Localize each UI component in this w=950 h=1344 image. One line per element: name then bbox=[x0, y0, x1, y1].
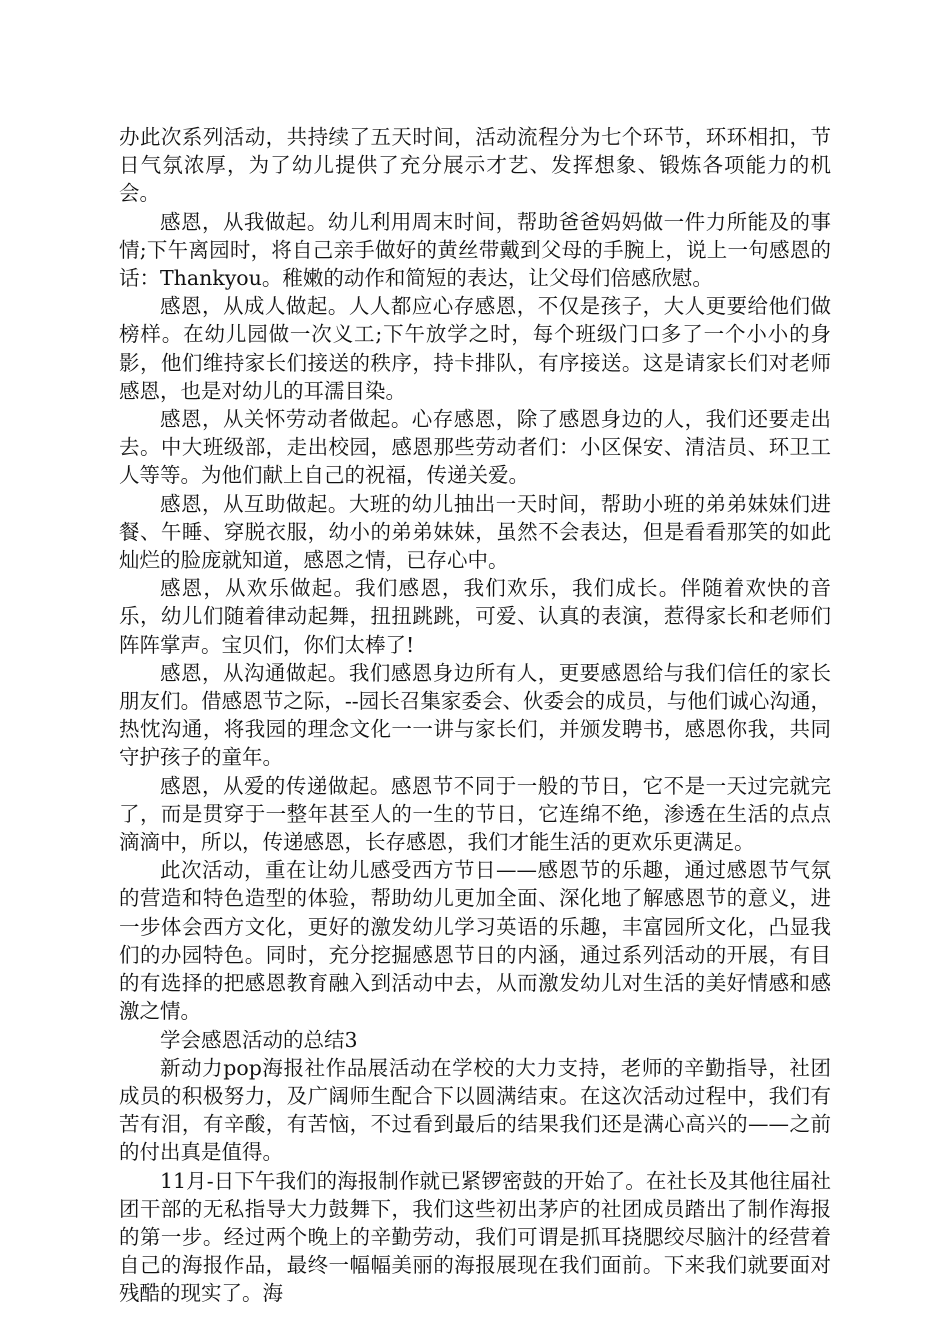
paragraph: 感恩，从爱的传递做起。感恩节不同于一般的节日，它不是一天过完就完了，而是贯穿于一整年甚至人的一生的节日，它连绵不绝，渗透在生活的点点滴滴中，所以，传递感恩，长存感恩，我们才能生活的更欢乐更满足。 bbox=[119, 773, 831, 855]
paragraph: 感恩，从成人做起。人人都应心存感恩，不仅是孩子，大人更要给他们做榜样。在幼儿园做一次义工;下午放学之时，每个班级门口多了一个小小的身影，他们维持家长们接送的秩序，持卡排队，有序接送。这是请家长们对老师感恩，也是对幼儿的耳濡目染。 bbox=[119, 294, 831, 403]
paragraph: 感恩，从沟通做起。我们感恩身边所有人，更要感恩给与我们信任的家长朋友们。借感恩节之际，--园长召集家委会、伙委会的成员，与他们诚心沟通，热忱沟通，将我园的理念文化一一讲与家长们，并颁发聘书，感恩你我，共同守护孩子的童年。 bbox=[119, 660, 831, 770]
paragraph: 感恩，从我做起。幼儿利用周末时间，帮助爸爸妈妈做一件力所能及的事情;下午离园时，将自己亲手做好的黄丝带戴到父母的手腕上，说上一句感恩的话：Thankyou。稚嫩的动作和简短的表达，让父母们倍感欣慰。 bbox=[119, 209, 831, 291]
paragraph: 办此次系列活动，共持续了五天时间，活动流程分为七个环节，环环相扣，节日气氛浓厚，为了幼儿提供了充分展示才艺、发挥想象、锻炼各项能力的机会。 bbox=[119, 125, 831, 206]
section-heading: 学会感恩活动的总结3 bbox=[160, 1027, 358, 1052]
paragraph: 感恩，从互助做起。大班的幼儿抽出一天时间，帮助小班的弟弟妹妹们进餐、午睡、穿脱衣服，幼小的弟弟妹妹，虽然不会表达，但是看看那笑的如此灿烂的脸庞就知道，感恩之情，已存心中。 bbox=[119, 491, 831, 573]
paragraph: 感恩，从欢乐做起。我们感恩，我们欢乐，我们成长。伴随着欢快的音乐，幼儿们随着律动起舞，扭扭跳跳，可爱、认真的表演，惹得家长和老师们阵阵掌声。宝贝们，你们太棒了! bbox=[119, 576, 831, 657]
paragraph: 感恩，从关怀劳动者做起。心存感恩，除了感恩身边的人，我们还要走出去。中大班级部，走出校园，感恩那些劳动者们：小区保安、清洁员、环卫工人等等。为他们献上自己的祝福，传递关爱。 bbox=[119, 407, 831, 488]
paragraph: 此次活动，重在让幼儿感受西方节日——感恩节的乐趣，通过感恩节气氛的营造和特色造型的体验，帮助幼儿更加全面、深化地了解感恩节的意义，进一步体会西方文化，更好的激发幼儿学习英语的乐趣，丰富园所文化，凸显我们的办园特色。同时，充分挖掘感恩节日的内涵，通过系列活动的开展，有目的有选择的把感恩教育融入到活动中去，从而激发幼儿对生活的美好情感和感激之情。 bbox=[119, 858, 831, 1024]
paragraph: 11月-日下午我们的海报制作就已紧锣密鼓的开始了。在社长及其他往届社团干部的无私指导大力鼓舞下，我们这些初出茅庐的社团成员踏出了制作海报的第一步。经过两个晚上的辛勤劳动，我们可谓是抓耳挠腮绞尽脑汁的经营着自己的海报作品，最终一幅幅美丽的海报展现在我们面前。下来我们就要面对残酷的现实了。海 bbox=[119, 1168, 831, 1306]
document-body bbox=[119, 123, 831, 1308]
paragraph: 新动力pop海报社作品展活动在学校的大力支持，老师的辛勤指导，社团成员的积极努力，及广阔师生配合下以圆满结束。在这次活动过程中，我们有苦有泪，有辛酸，有苦恼，不过看到最后的结果我们还是满心高兴的——之前的付出真是值得。 bbox=[119, 1055, 831, 1165]
